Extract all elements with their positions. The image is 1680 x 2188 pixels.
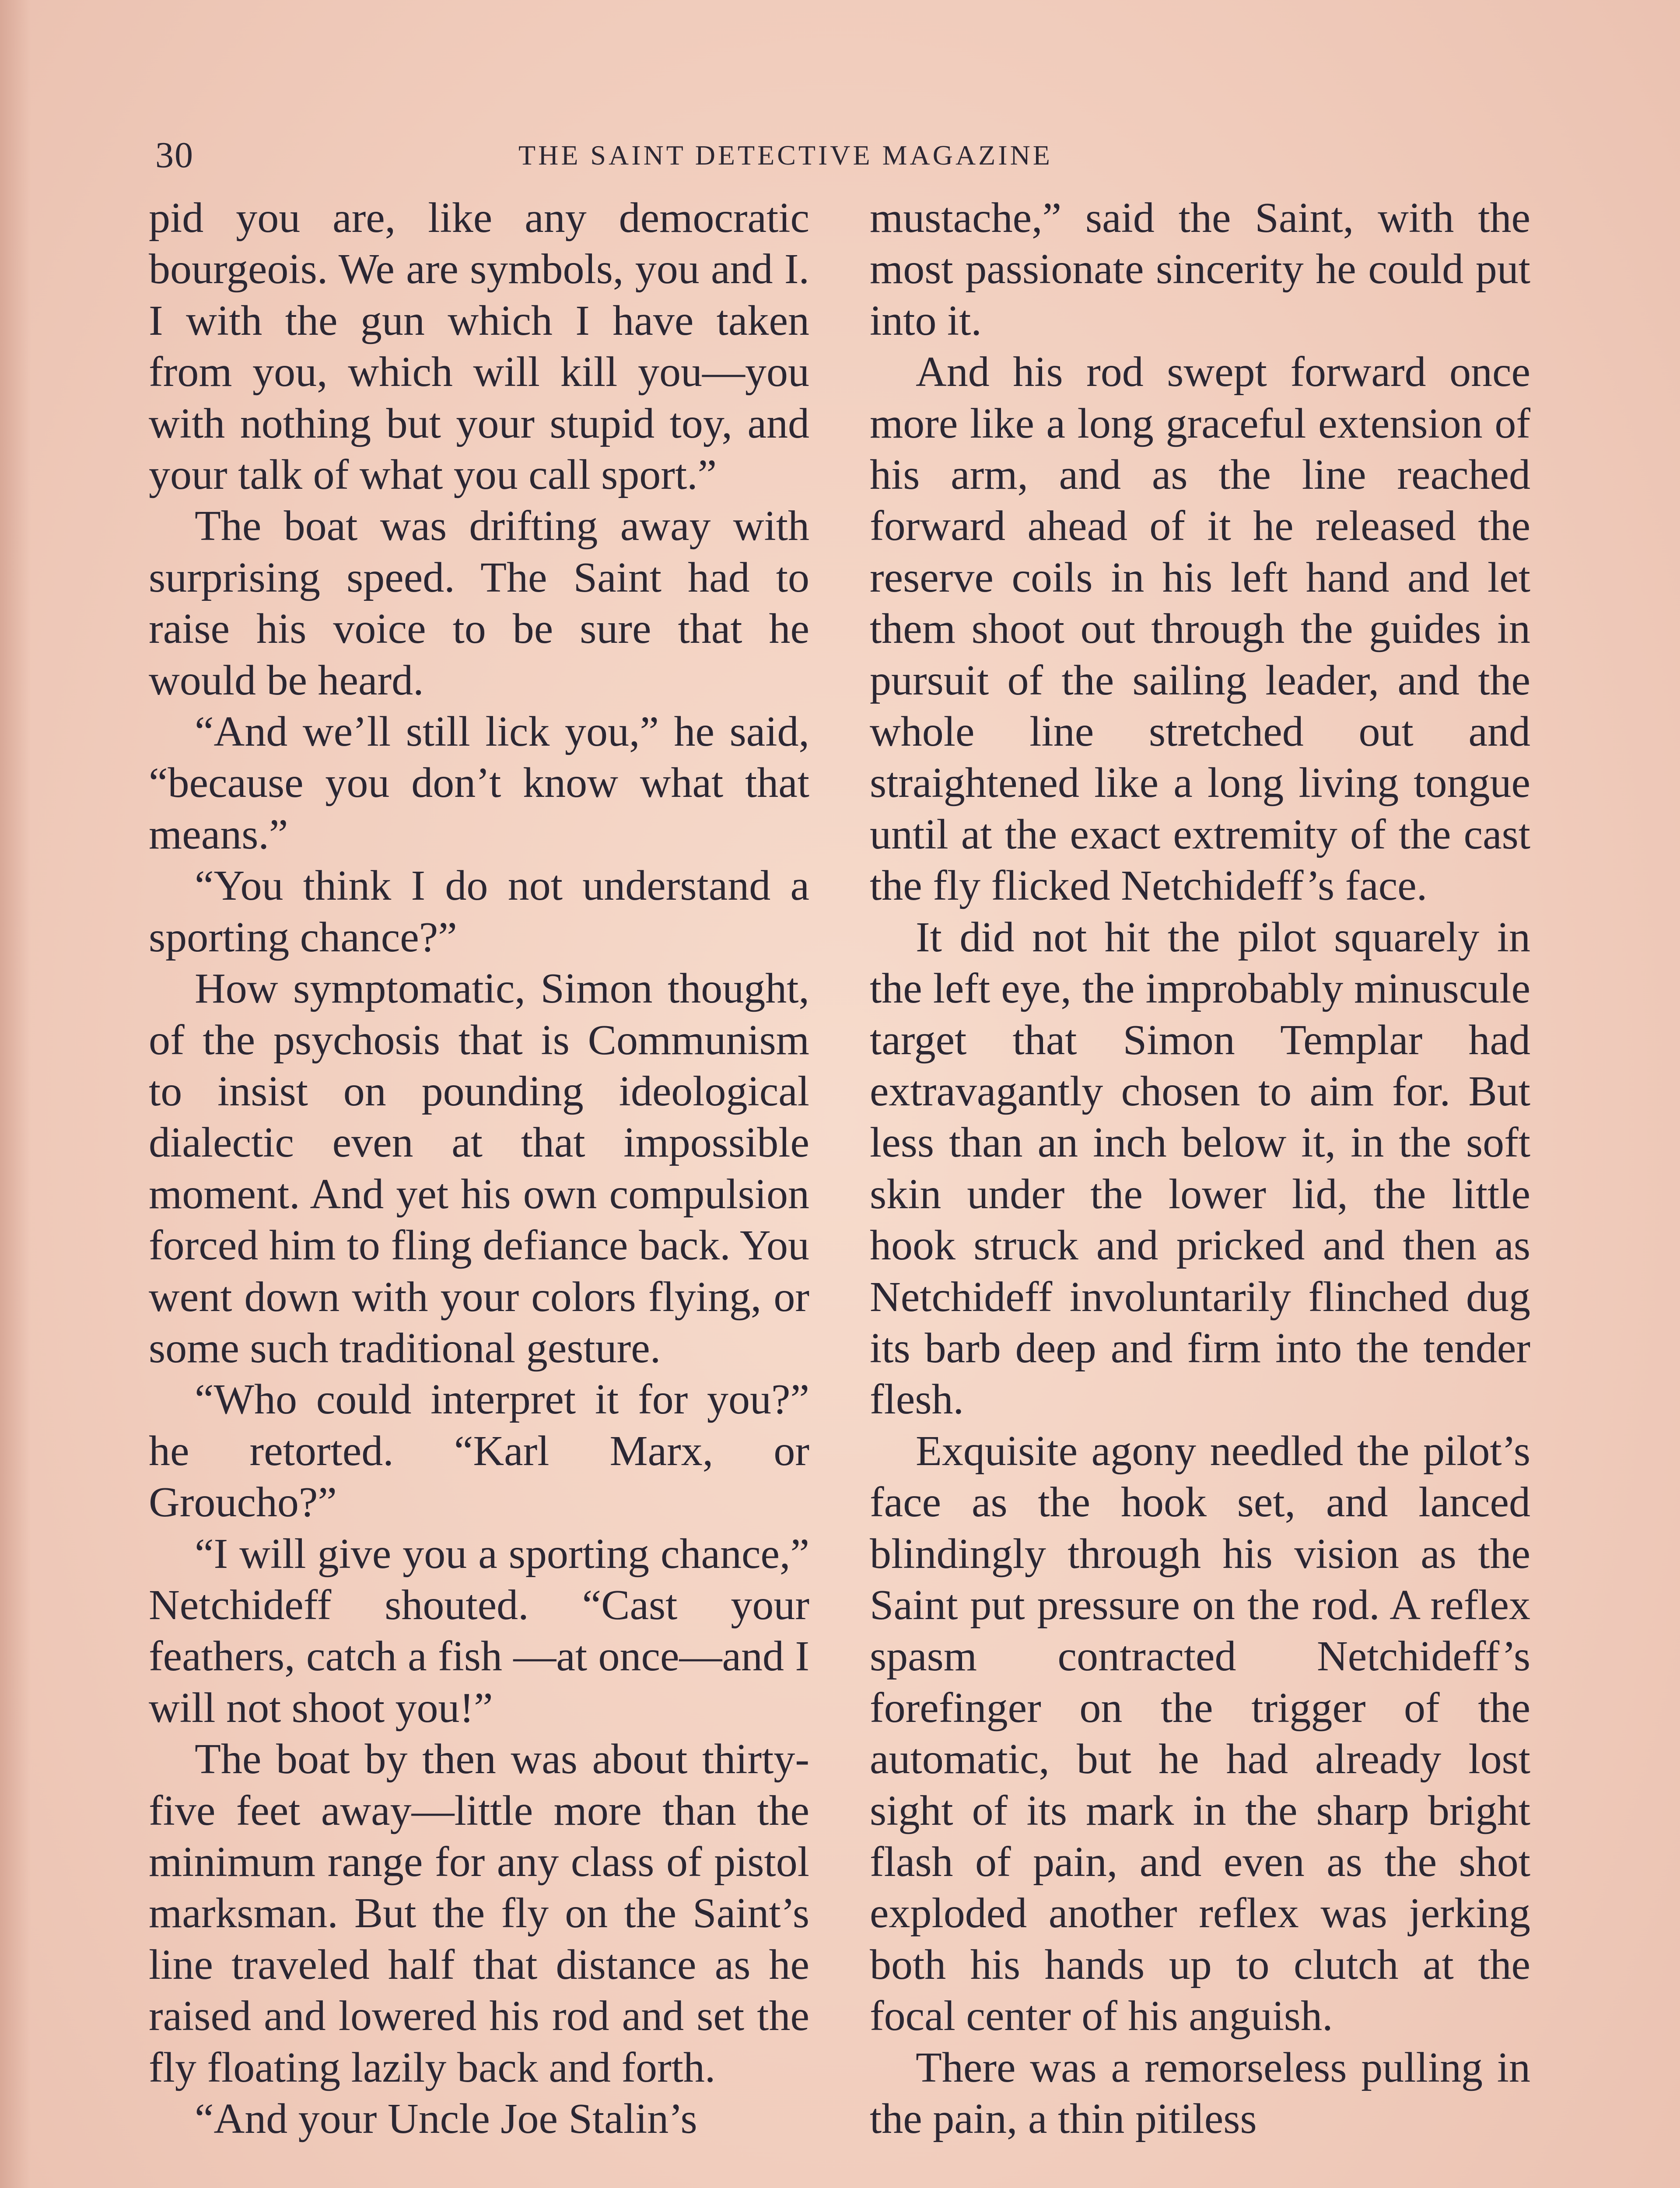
paragraph: “Who could interpret it for you?” he retorted. “Karl Marx, or Groucho?” [149,1376,809,1526]
text-column-right [870,193,1530,2145]
paragraph: “You think I do not understand a sporting chance?” [149,862,809,961]
paragraph: pid you are, like any democratic bourgeois. We are symbols, you and I. I with the gun which I have taken from you, which will kill you—you with nothing but your stupid toy, and your talk of what you call sport.” [149,194,809,499]
paragraph: “And your Uncle Joe Stalin’s [195,2095,697,2143]
paragraph: The boat was drifting away with surprising speed. The Saint had to raise his voice to be sure that he would be heard. [149,502,809,704]
running-head: THE SAINT DETECTIVE MAGAZINE [518,140,1053,171]
paragraph: “And we’ll still lick you,” he said, “because you don’t know what that means.” [149,708,809,858]
paragraph: “I will give you a sporting chance,” Netchideff shouted. “Cast your feathers, catch a fish —at once—and I will not shoot you!” [149,1530,809,1732]
paragraph: The boat by then was about thirty-five feet away—little more than the minimum range for any class of pistol marksman. But the fly on the Saint’s line traveled half that distance as he raised and lowered his rod and set the fly floating lazily back and forth. [149,1736,809,2091]
paragraph: How symptomatic, Simon thought, of the psychosis that is Communism to insist on pounding ideological dialectic even at that impossible moment. And yet his own compulsion forced him to fling defiance back. You went down with your colors flying, or some such traditional gesture. [149,965,809,1372]
paragraph: Exquisite agony needled the pilot’s face as the hook set, and lanced blindingly through his vision as the Saint put pressure on the rod. A reflex spasm contracted Netchideff’s forefinger on the trigger of the automatic, but he had already lost sight of its mark in the sharp bright flash of pain, and even as the shot exploded another reflex was jerking both his hands up to clutch at the focal center of his anguish. [870,1427,1530,2040]
paragraph: And his rod swept forward once more like a long graceful extension of his arm, and as the line reached forward ahead of it he released the reserve coils in his left hand and let them shoot out through the guides in pursuit of the sailing leader, and the whole line stretched out and straightened like a long living tongue until at the exact extremity of the cast the fly flicked Netchideff’s face. [870,348,1530,910]
page-header [155,131,1538,179]
paragraph: It did not hit the pilot squarely in the left eye, the improbably minuscule target that Simon Templar had extravagantly chosen to aim for. But less than an inch below it, in the soft skin under the lower lid, the little hook struck and pricked and then as Netchideff involuntarily flinched dug its barb deep and firm into the tender flesh. [870,913,1530,1424]
page-number: 30 [155,135,194,175]
paragraph: mustache,” said the Saint, with the most passionate sincerity he could put into it. [870,194,1530,344]
paragraph: There was a remorseless pulling in the pain, a thin pitiless [870,2044,1530,2143]
text-column-left [149,193,809,2145]
page-gutter-shadow [0,0,31,2188]
